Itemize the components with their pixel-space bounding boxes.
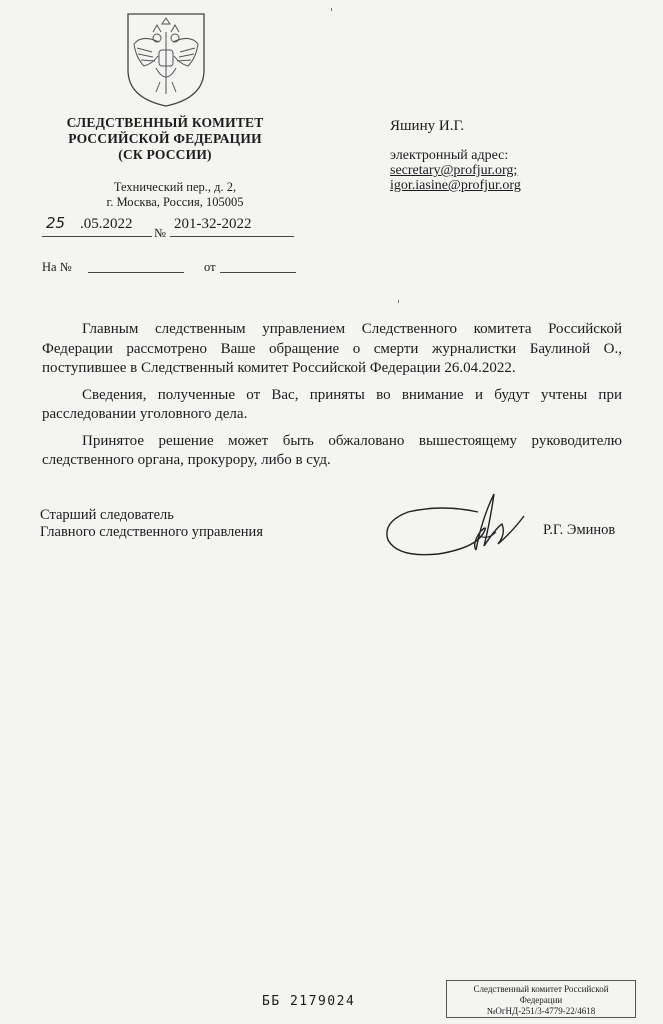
email-link[interactable]: igor.iasine@profjur.org	[390, 178, 521, 193]
handwritten-day: 25	[46, 214, 66, 232]
number-sign: №	[154, 226, 166, 240]
ref-from-label: от	[204, 260, 216, 274]
letter-body	[42, 320, 622, 478]
address-line: Технический пер., д. 2,	[113, 180, 237, 194]
ref-number-label: На №	[42, 260, 72, 274]
position-line: Старший следователь	[40, 507, 174, 523]
email-link[interactable]: secretary@profjur.org;	[390, 163, 518, 178]
position-line: Главного следственного управления	[40, 524, 263, 540]
ref-date-blank	[220, 272, 296, 273]
recipient-name: Яшину И.Г.	[390, 118, 465, 134]
email-label: электронный адрес:	[390, 148, 509, 163]
org-line: РОССИЙСКОЙ ФЕДЕРАЦИИ	[68, 131, 262, 146]
stamp-line: Федерации	[519, 995, 563, 1005]
sender-address	[50, 180, 300, 210]
signer-position	[40, 507, 263, 541]
ref-number-blank	[88, 272, 184, 273]
date-underline	[42, 236, 152, 237]
org-line: СЛЕДСТВЕННЫЙ КОМИТЕТ	[66, 115, 264, 130]
body-paragraph: Главным следственным управлением Следственного комитета Российской Федерации рассмотрено Ваше обращение о смерти журналистки Баулиной О., поступившее в Следственный комитет Российской Федерации 26.04.2022.	[42, 321, 622, 376]
reference-row	[42, 258, 312, 278]
sender-organization	[40, 115, 290, 163]
org-line: (СК РОССИИ)	[118, 147, 212, 162]
registration-row	[42, 212, 312, 242]
body-paragraph: Принятое решение может быть обжаловано вышестоящему руководителю следственного органа, прокурору, либо в суд.	[42, 432, 622, 468]
outgoing-number: 201-32-2022	[174, 216, 252, 232]
recipient-email-block	[390, 148, 521, 193]
number-underline	[170, 236, 294, 237]
body-paragraph: Сведения, полученные от Вас, приняты во внимание и будут учтены при расследовании уголовного дела.	[42, 386, 622, 422]
handwritten-signature-icon	[380, 488, 530, 564]
address-line: г. Москва, Россия, 105005	[106, 195, 244, 209]
stamp-line: Следственный комитет Российской	[473, 984, 609, 994]
date-month-year: .05.2022	[80, 216, 133, 232]
signer-name: Р.Г. Эминов	[543, 522, 616, 538]
registration-stamp	[446, 980, 636, 1018]
stamp-line: №ОгНД-251/3-4779-22/4618	[486, 1006, 596, 1016]
russian-coat-of-arms-icon	[126, 12, 206, 108]
form-serial-number: ББ 2179024	[262, 994, 356, 1009]
